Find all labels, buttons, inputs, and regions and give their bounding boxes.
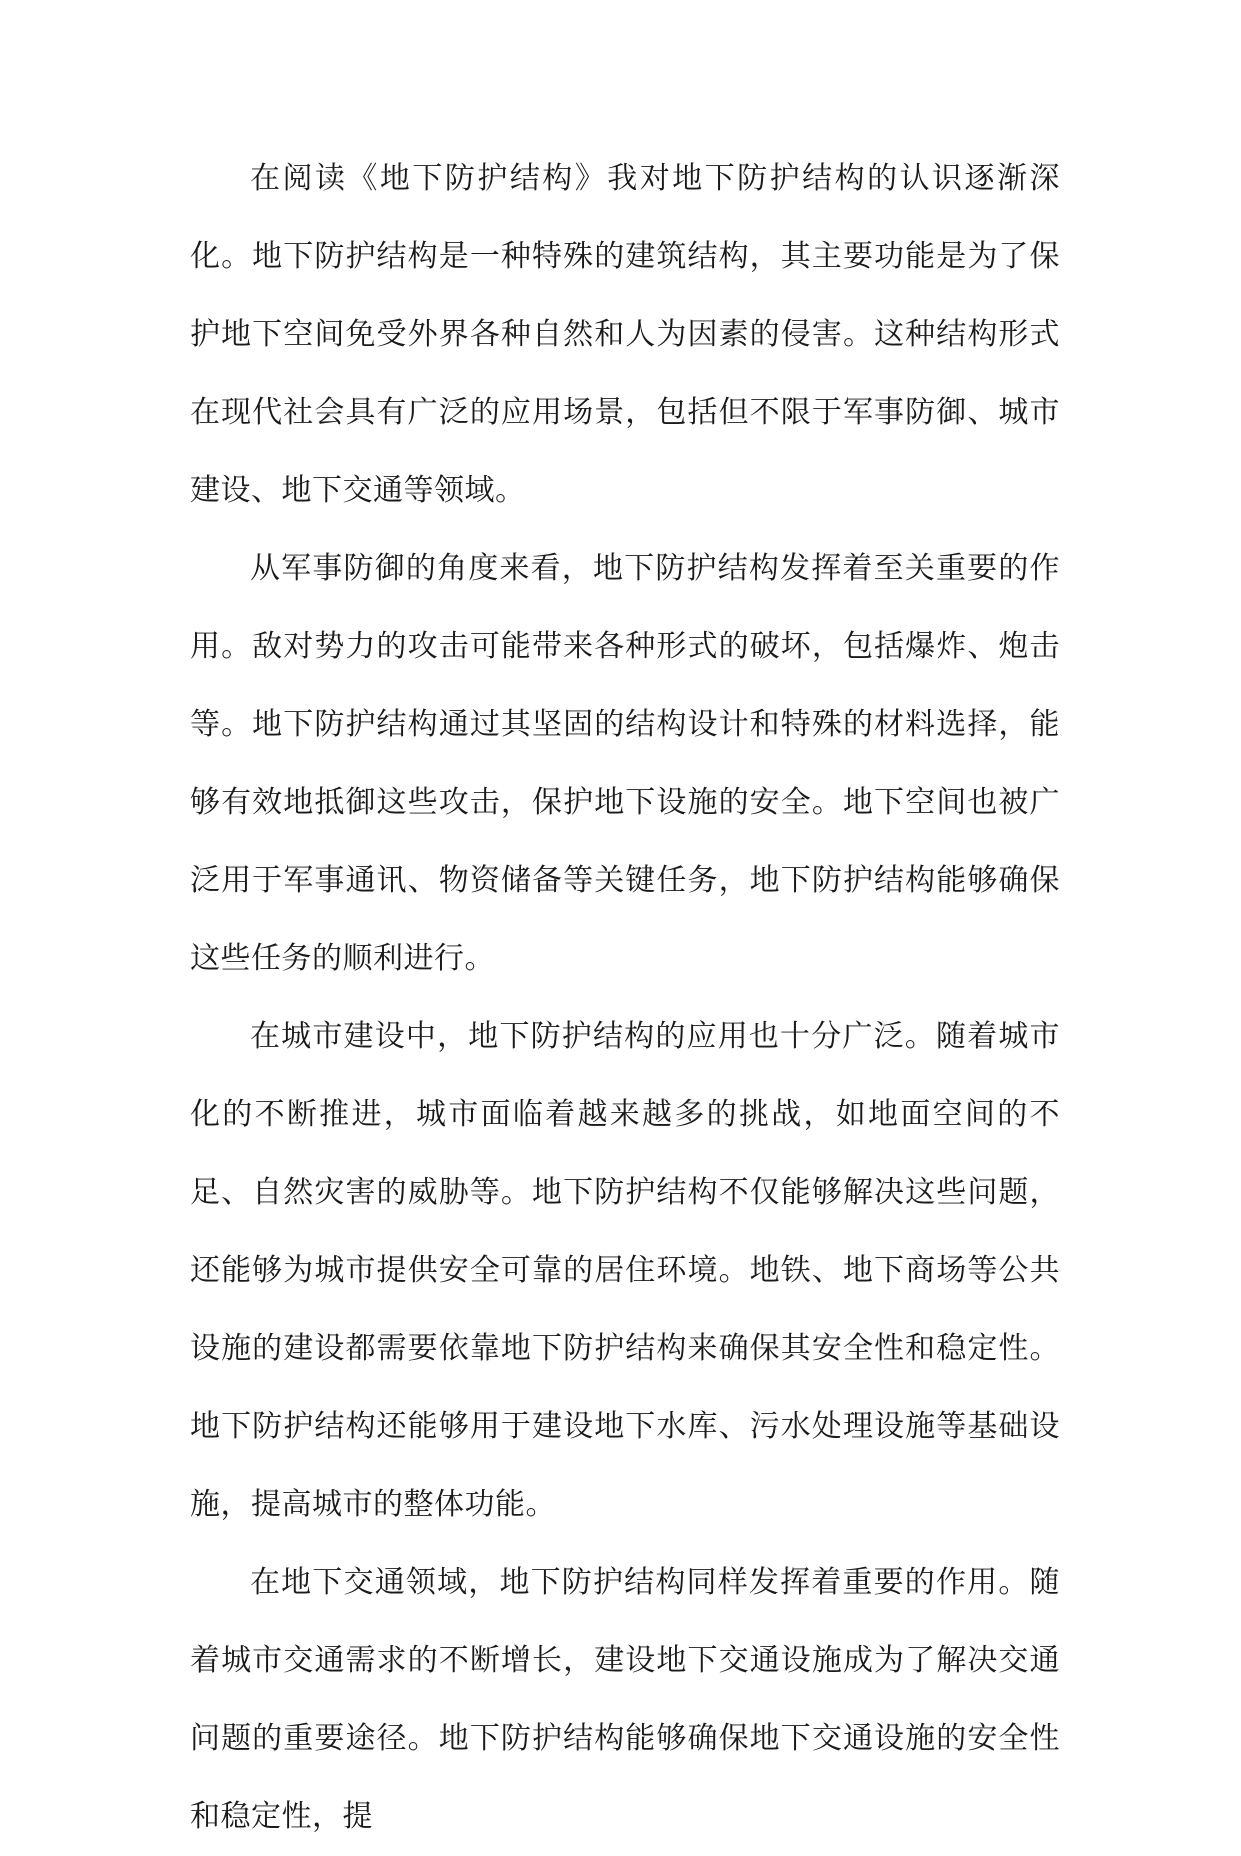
paragraph-underground-transport: 在地下交通领域，地下防护结构同样发挥着重要的作用。随着城市交通需求的不断增长，建设地下交通设施成为了解决交通问题的重要途径。地下防护结构能够确保地下交通设施的安全性和稳定性，提 xyxy=(190,1565,1060,1834)
paragraph-urban-construction: 在城市建设中，地下防护结构的应用也十分广泛。随着城市化的不断推进，城市面临着越来越多的挑战，如地面空间的不足、自然灾害的威胁等。地下防护结构不仅能够解决这些问题，还能够为城市提供安全可靠的居住环境。地铁、地下商场等公共设施的建设都需要依靠地下防护结构来确保其安全性和稳定性。地下防护结构还能够用于建设地下水库、污水处理设施等基础设施，提高城市的整体功能。 xyxy=(190,1019,1060,1522)
paragraph-military-defense: 从军事防御的角度来看，地下防护结构发挥着至关重要的作用。敌对势力的攻击可能带来各种形式的破坏，包括爆炸、炮击等。地下防护结构通过其坚固的结构设计和特殊的材料选择，能够有效地抵御这些攻击，保护地下设施的安全。地下空间也被广泛用于军事通讯、物资储备等关键任务，地下防护结构能够确保这些任务的顺利进行。 xyxy=(190,551,1060,976)
paragraph-intro: 在阅读《地下防护结构》我对地下防护结构的认识逐渐深化。地下防护结构是一种特殊的建筑结构，其主要功能是为了保护地下空间免受外界各种自然和人为因素的侵害。这种结构形式在现代社会具有广泛的应用场景，包括但不限于军事防御、城市建设、地下交通等领域。 xyxy=(190,161,1060,508)
document-body xyxy=(190,140,1060,1856)
